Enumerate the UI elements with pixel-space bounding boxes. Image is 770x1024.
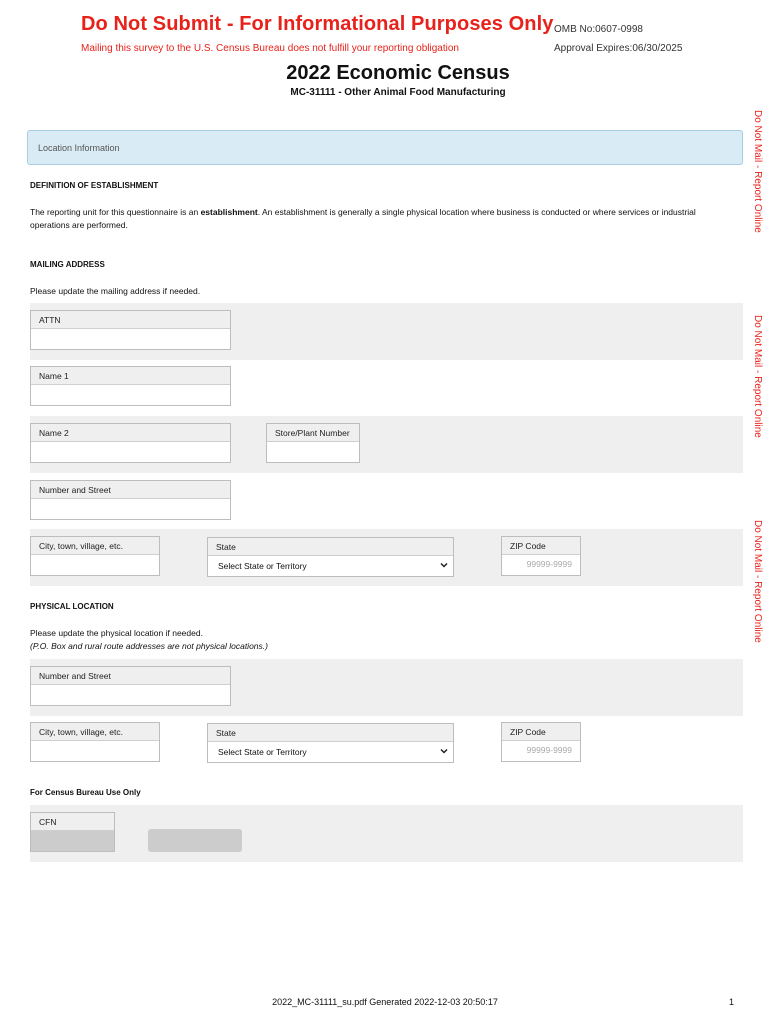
mailing-zip-placeholder: 99999-9999: [526, 559, 572, 569]
attn-input[interactable]: [31, 329, 230, 349]
page-title: 2022 Economic Census: [286, 62, 510, 84]
physical-state-label: State: [208, 724, 453, 742]
omb-number: OMB No:0607-0998: [554, 24, 643, 35]
approval-expires: Approval Expires:06/30/2025: [554, 43, 683, 54]
location-info-label: Location Information: [38, 143, 120, 153]
mailing-street-input[interactable]: [31, 499, 230, 519]
physical-state-select[interactable]: [208, 742, 453, 762]
attn-panel: [30, 303, 743, 360]
footer-generated: 2022_MC-31111_su.pdf Generated 2022-12-03 20:50:17: [272, 997, 498, 1007]
mailing-street-label: Number and Street: [31, 481, 230, 499]
cfn-field: [30, 812, 115, 852]
name2-input[interactable]: [31, 442, 230, 462]
name2-panel: [30, 416, 743, 473]
name2-field[interactable]: [30, 423, 231, 463]
physical-street-field[interactable]: [30, 666, 231, 706]
store-plant-input[interactable]: [267, 442, 359, 462]
mailing-city-label: City, town, village, etc.: [31, 537, 159, 555]
mailing-state-value: Select State or Territory: [218, 561, 307, 571]
name1-label: Name 1: [31, 367, 230, 385]
physical-city-field[interactable]: [30, 722, 160, 762]
page-number: 1: [729, 997, 735, 1007]
physical-zip-placeholder: 99999-9999: [526, 745, 572, 755]
mailing-state-label: State: [208, 538, 453, 556]
store-plant-field[interactable]: [266, 423, 360, 463]
census-use-button: [148, 829, 242, 852]
store-plant-label: Store/Plant Number: [267, 424, 359, 442]
side-notice-2: Do Not Mail - Report Online: [752, 315, 763, 438]
physical-zip-input[interactable]: [502, 741, 580, 761]
warning-title: Do Not Submit - For Informational Purposes Only: [81, 13, 554, 35]
cfn-input: [31, 831, 114, 851]
physical-street-label: Number and Street: [31, 667, 230, 685]
chevron-down-icon: [439, 746, 449, 756]
mailing-instruction: Please update the mailing address if needed.: [30, 286, 201, 296]
mailing-state-field[interactable]: [207, 537, 454, 577]
cfn-label: CFN: [31, 813, 114, 831]
physical-location-heading: PHYSICAL LOCATION: [30, 602, 114, 611]
mailing-zip-field[interactable]: [501, 536, 581, 576]
mailing-city-panel: [30, 529, 743, 586]
physical-zip-label: ZIP Code: [502, 723, 580, 741]
mailing-street-field[interactable]: [30, 480, 231, 520]
establishment-term: establishment: [200, 207, 258, 217]
mailing-zip-input[interactable]: [502, 555, 580, 575]
page-subtitle: MC-31111 - Other Animal Food Manufacturing: [290, 87, 506, 98]
name1-input[interactable]: [31, 385, 230, 405]
mailing-city-field[interactable]: [30, 536, 160, 576]
physical-state-field[interactable]: [207, 723, 454, 763]
physical-street-input[interactable]: [31, 685, 230, 705]
name2-label: Name 2: [31, 424, 230, 442]
attn-field[interactable]: [30, 310, 231, 350]
name1-field[interactable]: [30, 366, 231, 406]
warning-subtitle: Mailing this survey to the U.S. Census Bureau does not fulfill your reporting obligation: [81, 43, 459, 54]
mailing-state-select[interactable]: [208, 556, 453, 576]
physical-note: (P.O. Box and rural route addresses are not physical locations.): [30, 641, 268, 651]
physical-street-panel: [30, 659, 743, 716]
mailing-address-heading: MAILING ADDRESS: [30, 260, 105, 269]
definition-heading: DEFINITION OF ESTABLISHMENT: [30, 181, 159, 190]
mailing-zip-label: ZIP Code: [502, 537, 580, 555]
definition-text: The reporting unit for this questionnaire is an establishment. An establishment is generally a single physical location where business is conducted or where services or industrial operations are performed.: [30, 207, 696, 230]
physical-state-value: Select State or Territory: [218, 747, 307, 757]
cfn-panel: [30, 805, 743, 862]
physical-zip-field[interactable]: [501, 722, 581, 762]
side-notice-3: Do Not Mail - Report Online: [752, 520, 763, 643]
physical-city-input[interactable]: [31, 741, 159, 761]
location-info-banner: [27, 130, 743, 165]
physical-instruction: Please update the physical location if needed.: [30, 628, 203, 638]
chevron-down-icon: [439, 560, 449, 570]
attn-label: ATTN: [31, 311, 230, 329]
mailing-city-input[interactable]: [31, 555, 159, 575]
side-notice-1: Do Not Mail - Report Online: [752, 110, 763, 233]
physical-city-label: City, town, village, etc.: [31, 723, 159, 741]
census-use-heading: For Census Bureau Use Only: [30, 788, 141, 797]
